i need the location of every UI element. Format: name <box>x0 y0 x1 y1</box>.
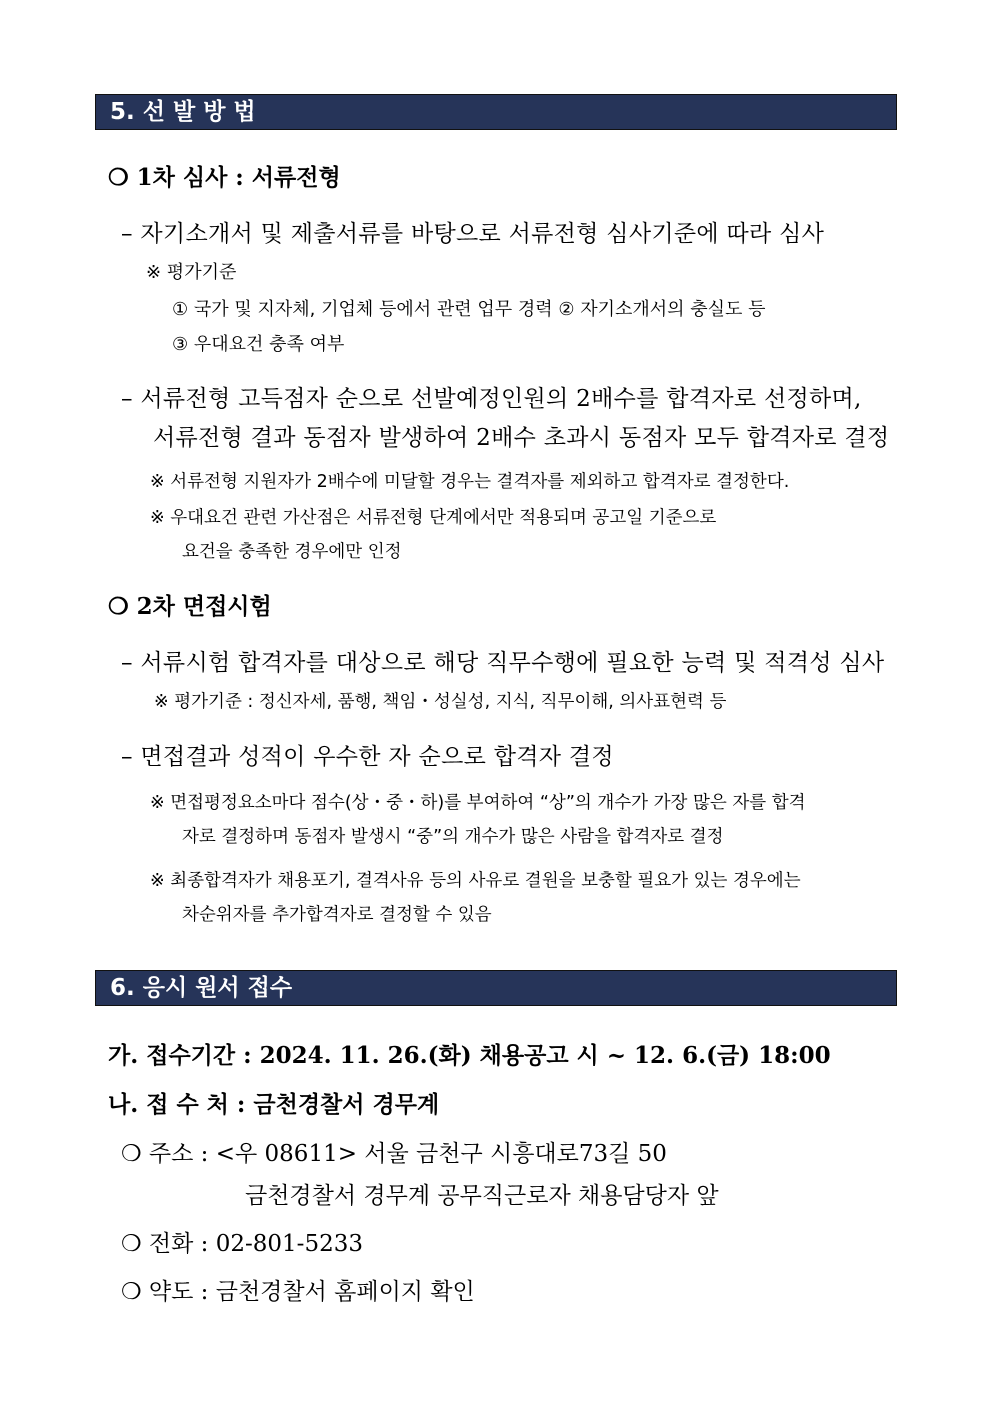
stage1-note1: ※ 서류전형 지원자가 2배수에 미달할 경우는 결격자를 제외하고 합격자로 결정한다. <box>150 472 790 492</box>
application-place: 나. 접 수 처 : 금천경찰서 경무계 <box>108 1091 440 1118</box>
stage1-item2-line2: 서류전형 결과 동점자 발생하여 2배수 초과시 동점자 모두 합격자로 결정 <box>153 425 890 451</box>
stage2-note1-line1: ※ 면접평정요소마다 점수(상・중・하)를 부여하여 “상”의 개수가 가장 많은 자를 합격 <box>150 793 806 813</box>
stage1-criteria-1: ① 국가 및 지자체, 기업체 등에서 관련 업무 경력 ② 자기소개서의 충실도 등 <box>172 299 766 320</box>
stage1-note2-line1: ※ 우대요건 관련 가산점은 서류전형 단계에서만 적용되며 공고일 기준으로 <box>150 508 717 528</box>
map-info: ❍ 약도 : 금천경찰서 홈페이지 확인 <box>121 1279 475 1305</box>
stage1-criteria-label: ※ 평가기준 <box>146 262 237 283</box>
phone: ❍ 전화 : 02-801-5233 <box>121 1231 363 1257</box>
stage2-item1: – 서류시험 합격자를 대상으로 해당 직무수행에 필요한 능력 및 적격성 심사 <box>121 650 885 676</box>
stage1-criteria-2: ③ 우대요건 충족 여부 <box>172 334 345 355</box>
address-line2: 금천경찰서 경무계 공무직근로자 채용담당자 앞 <box>245 1183 719 1209</box>
stage2-criteria: ※ 평가기준 : 정신자세, 품행, 책임・성실성, 지식, 직무이해, 의사표현력 등 <box>154 692 727 712</box>
section-5-header: 5. 선 발 방 법 <box>95 94 897 130</box>
stage1-item1: – 자기소개서 및 제출서류를 바탕으로 서류전형 심사기준에 따라 심사 <box>121 221 825 247</box>
stage2-heading: ❍ 2차 면접시험 <box>108 593 272 620</box>
stage2-note2-line2: 차순위자를 추가합격자로 결정할 수 있음 <box>182 905 492 925</box>
stage1-item2-line1: – 서류전형 고득점자 순으로 선발예정인원의 2배수를 합격자로 선정하며, <box>121 386 862 412</box>
address-line1: ❍ 주소 : <우 08611> 서울 금천구 시흥대로73길 50 <box>121 1141 667 1167</box>
stage1-heading: ❍ 1차 심사 : 서류전형 <box>108 164 341 191</box>
section-6-header: 6. 응시 원서 접수 <box>95 970 897 1006</box>
stage1-note2-line2: 요건을 충족한 경우에만 인정 <box>182 542 402 562</box>
application-period: 가. 접수기간 : 2024. 11. 26.(화) 채용공고 시 ~ 12. 6.(금) 18:00 <box>108 1042 831 1069</box>
stage2-note2-line1: ※ 최종합격자가 채용포기, 결격사유 등의 사유로 결원을 보충할 필요가 있는 경우에는 <box>150 871 801 891</box>
stage2-item2: – 면접결과 성적이 우수한 자 순으로 합격자 결정 <box>121 744 614 770</box>
stage2-note1-line2: 자로 결정하며 동점자 발생시 “중”의 개수가 많은 사람을 합격자로 결정 <box>182 827 724 847</box>
